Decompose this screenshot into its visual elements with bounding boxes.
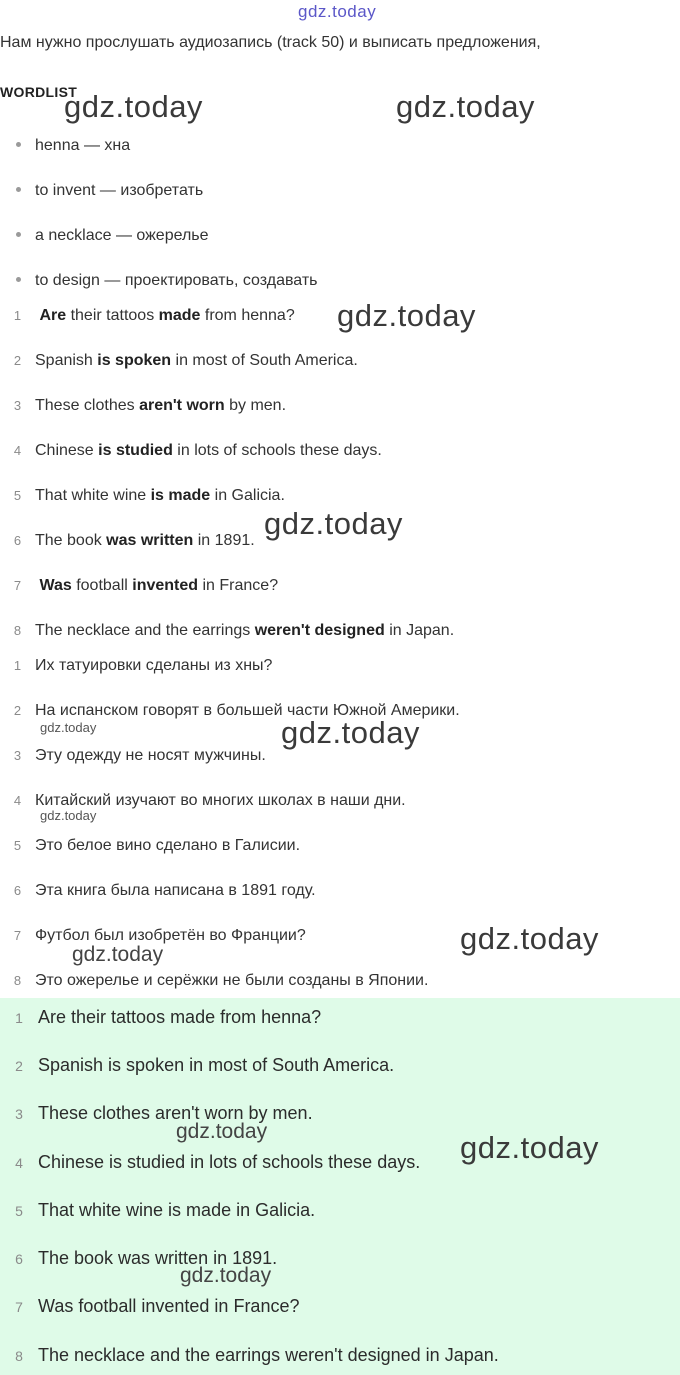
wordlist-item bbox=[16, 182, 203, 200]
answer-sentence bbox=[0, 1345, 499, 1366]
answer-sentence bbox=[0, 1296, 299, 1317]
sentence-text: football bbox=[71, 577, 133, 594]
answer-sentence bbox=[0, 1200, 315, 1221]
sentence-number: 5 bbox=[15, 1203, 23, 1219]
wordlist-item bbox=[16, 272, 318, 290]
sentence-text: by men. bbox=[224, 397, 287, 414]
english-sentence bbox=[0, 622, 454, 640]
sentence-number: 5 bbox=[13, 838, 22, 853]
sentence-number: 5 bbox=[13, 488, 22, 503]
sentence-number: 7 bbox=[13, 578, 22, 593]
sentence-text: Футбол был изобретён во Франции? bbox=[35, 927, 306, 944]
sentence-text: Эта книга была написана в 1891 году. bbox=[35, 882, 316, 899]
russian-sentence bbox=[0, 837, 300, 855]
sentence-number: 1 bbox=[13, 308, 22, 323]
sentence-text: their tattoos bbox=[66, 307, 159, 324]
sentence-text: The book bbox=[35, 532, 107, 549]
sentence-text: in Japan. bbox=[384, 622, 455, 639]
watermark: gdz.today bbox=[396, 89, 535, 124]
task-description: Нам нужно прослушать аудиозапись (track 50) и выписать предложения, bbox=[0, 34, 541, 51]
sentence-text: Их татуировки сделаны из хны? bbox=[35, 657, 273, 674]
sentence-text: Chinese bbox=[35, 442, 99, 459]
sentence-number: 2 bbox=[13, 703, 22, 718]
passive-verb-phrase: invented bbox=[132, 577, 199, 594]
sentence-number: 3 bbox=[15, 1106, 23, 1122]
sentence-text: in Galicia. bbox=[210, 487, 285, 504]
sentence-text: Китайский изучают во многих школах в наши дни. bbox=[35, 792, 406, 809]
bullet-icon bbox=[16, 142, 21, 147]
sentence-number: 2 bbox=[13, 353, 22, 368]
wordlist-heading: WORDLIST bbox=[0, 84, 78, 100]
passive-verb-phrase: is spoken bbox=[97, 352, 172, 369]
passive-verb-phrase: aren't worn bbox=[139, 397, 225, 414]
sentence-number: 8 bbox=[15, 1348, 23, 1364]
sentence-text: These clothes bbox=[35, 397, 140, 414]
sentence-number: 3 bbox=[13, 748, 22, 763]
watermark: gdz.today bbox=[460, 921, 599, 956]
sentence-text: Spanish is spoken in most of South America. bbox=[38, 1055, 395, 1075]
sentence-text: The necklace and the earrings bbox=[35, 622, 255, 639]
wordlist-item-text: henna — хна bbox=[35, 137, 131, 154]
sentence-text: Chinese is studied in lots of schools these days. bbox=[38, 1152, 421, 1172]
sentence-text: in France? bbox=[198, 577, 279, 594]
sentence-text: Spanish bbox=[35, 352, 98, 369]
sentence-text: Эту одежду не носят мужчины. bbox=[35, 747, 266, 764]
passive-verb-phrase: is studied bbox=[98, 442, 173, 459]
watermark: gdz.today bbox=[180, 1264, 272, 1287]
english-sentence bbox=[0, 442, 382, 460]
sentence-text: Was football invented in France? bbox=[38, 1296, 300, 1316]
sentence-number: 3 bbox=[13, 398, 22, 413]
sentence-text: That white wine bbox=[35, 487, 151, 504]
passive-verb-phrase: was written bbox=[106, 532, 194, 549]
sentence-number: 6 bbox=[13, 533, 22, 548]
sentence-text: in lots of schools these days. bbox=[172, 442, 382, 459]
sentence-text: На испанском говорят в большей части Южной Америки. bbox=[35, 702, 460, 719]
bullet-icon bbox=[16, 187, 21, 192]
sentence-text: The necklace and the earrings weren't designed in Japan. bbox=[38, 1345, 499, 1365]
sentence-text: Are their tattoos made from henna? bbox=[38, 1007, 322, 1027]
passive-verb-phrase: made bbox=[158, 307, 201, 324]
sentence-number: 4 bbox=[13, 443, 22, 458]
english-sentence bbox=[0, 577, 278, 595]
russian-sentence bbox=[0, 657, 272, 675]
top-watermark: gdz.today bbox=[298, 2, 377, 21]
passive-verb-phrase: is made bbox=[150, 487, 211, 504]
sentence-text: in most of South America. bbox=[171, 352, 358, 369]
wordlist-item bbox=[16, 227, 209, 245]
watermark: gdz.today bbox=[40, 808, 97, 823]
sentence-number: 2 bbox=[15, 1058, 23, 1074]
english-sentence bbox=[0, 487, 285, 505]
watermark: gdz.today bbox=[64, 89, 203, 124]
sentence-text: Это белое вино сделано в Галисии. bbox=[35, 837, 301, 854]
bullet-icon bbox=[16, 232, 21, 237]
passive-verb-phrase: Are bbox=[39, 307, 67, 324]
watermark: gdz.today bbox=[72, 943, 164, 966]
sentence-number: 1 bbox=[13, 658, 22, 673]
sentence-number: 6 bbox=[13, 883, 22, 898]
passive-verb-phrase: Was bbox=[39, 577, 72, 594]
sentence-number: 6 bbox=[15, 1251, 23, 1267]
answer-sentence bbox=[0, 1152, 420, 1173]
russian-sentence bbox=[0, 972, 428, 990]
russian-sentence bbox=[0, 882, 316, 900]
wordlist-item-text: to invent — изобретать bbox=[35, 182, 204, 199]
watermark: gdz.today bbox=[176, 1120, 268, 1143]
sentence-number: 4 bbox=[13, 793, 22, 808]
english-sentence bbox=[0, 307, 295, 325]
sentence-number: 7 bbox=[13, 928, 22, 943]
answer-sentence bbox=[0, 1055, 394, 1076]
wordlist-item bbox=[16, 137, 130, 155]
sentence-text: That white wine is made in Galicia. bbox=[38, 1200, 316, 1220]
watermark: gdz.today bbox=[281, 715, 420, 750]
answer-sentence bbox=[0, 1007, 321, 1028]
russian-sentence bbox=[0, 747, 266, 765]
sentence-text: Это ожерелье и серёжки не были созданы в Японии. bbox=[35, 972, 429, 989]
english-sentence bbox=[0, 532, 255, 550]
passive-verb-phrase: weren't designed bbox=[254, 622, 385, 639]
sentence-number: 8 bbox=[13, 623, 22, 638]
sentence-number: 4 bbox=[15, 1155, 23, 1171]
english-sentence bbox=[0, 352, 358, 370]
wordlist-item-text: a necklace — ожерелье bbox=[35, 227, 209, 244]
english-sentence bbox=[0, 397, 286, 415]
bullet-icon bbox=[16, 277, 21, 282]
watermark: gdz.today bbox=[460, 1130, 599, 1165]
watermark: gdz.today bbox=[264, 506, 403, 541]
sentence-text: The book was written in 1891. bbox=[38, 1248, 278, 1268]
sentence-number: 1 bbox=[15, 1010, 23, 1026]
wordlist-item-text: to design — проектировать, создавать bbox=[35, 272, 318, 289]
sentence-text: These clothes aren't worn by men. bbox=[38, 1103, 313, 1123]
sentence-number: 7 bbox=[15, 1299, 23, 1315]
watermark: gdz.today bbox=[40, 720, 97, 735]
sentence-text: in 1891. bbox=[193, 532, 255, 549]
watermark: gdz.today bbox=[337, 298, 476, 333]
sentence-number: 8 bbox=[13, 973, 22, 988]
sentence-text: from henna? bbox=[200, 307, 295, 324]
